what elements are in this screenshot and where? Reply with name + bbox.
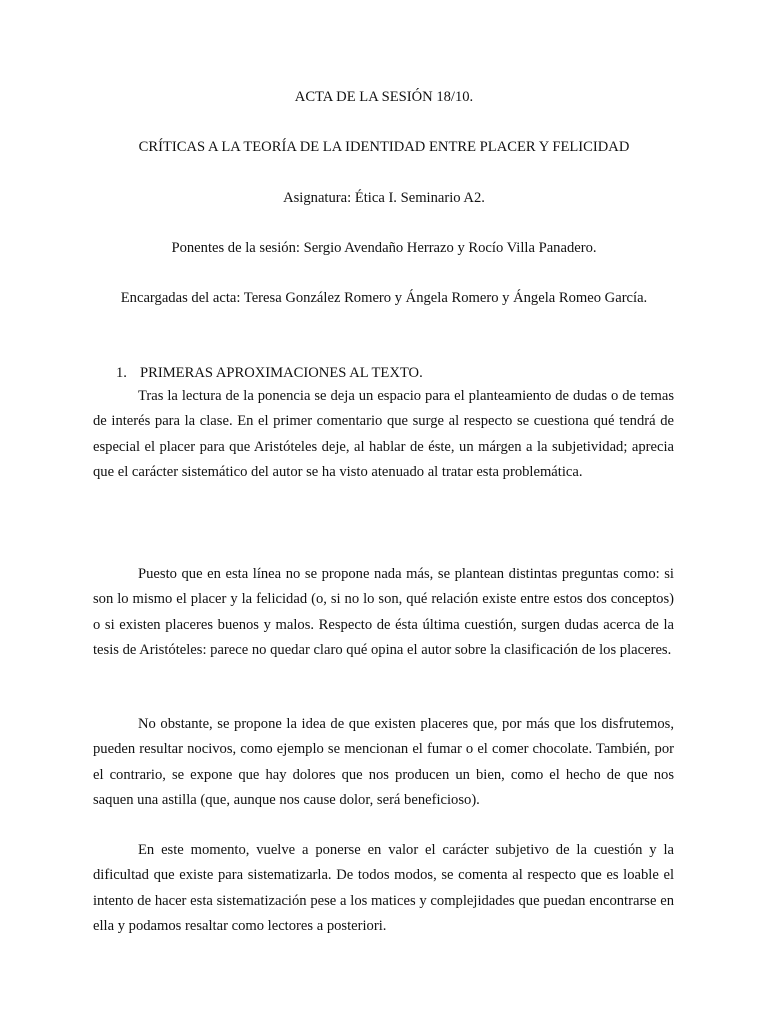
paragraph: No obstante, se propone la idea de que existen placeres que, por más que los disfrutemos, pueden resultar nocivos, como ejemplo se mencionan el fumar o el comer chocolate. También, por el contrario, se expone que hay dolores que nos producen un bien, como el hecho de que nos saquen una astilla (que, aunque nos cause dolor, será beneficioso). xyxy=(93,716,674,808)
paragraph: En este momento, vuelve a ponerse en valor el carácter subjetivo de la cuestión y la dificultad que existe para sistematizarla. De todos modos, se comenta al respecto que es loable el intento de hacer esta sistematización pese a los matices y complejidades que puedan encontrarse en ella y podamos resaltar como lectores a posteriori. xyxy=(93,842,674,934)
document-title: ACTA DE LA SESIÓN 18/10. xyxy=(294,89,474,105)
speakers-line: Ponentes de la sesión: Sergio Avendaño Herrazo y Rocío Villa Panadero. xyxy=(171,240,597,256)
paragraph: Tras la lectura de la ponencia se deja un espacio para el planteamiento de dudas o de temas de interés para la clase. En el primer comentario que surge al respecto se cuestiona qué tendrá de especial el placer para que Aristóteles deje, al hablar de éste, un márgen a la subjetividad; aprecia que el carácter sistemático del autor se ha visto atenuado al tratar esta problemática. xyxy=(93,388,674,480)
section-title: PRIMERAS APROXIMACIONES AL TEXTO. xyxy=(140,365,423,381)
document-subtitle: CRÍTICAS A LA TEORÍA DE LA IDENTIDAD ENTRE PLACER Y FELICIDAD xyxy=(138,139,630,155)
minute-takers-line: Encargadas del acta: Teresa González Romero y Ángela Romero y Ángela Romeo García. xyxy=(120,290,648,306)
subject-line: Asignatura: Ética I. Seminario A2. xyxy=(283,190,485,206)
paragraph: Puesto que en esta línea no se propone nada más, se plantean distintas preguntas como: si son lo mismo el placer y la felicidad (o, si no lo son, qué relación existe entre estos dos conceptos) o si existen placeres buenos y malos. Respecto de ésta última cuestión, surgen dudas acerca de la tesis de Aristóteles: parece no quedar claro qué opina el autor sobre la clasificación de los placeres. xyxy=(93,566,674,658)
section-number: 1. xyxy=(116,365,127,381)
section-heading xyxy=(116,364,423,382)
